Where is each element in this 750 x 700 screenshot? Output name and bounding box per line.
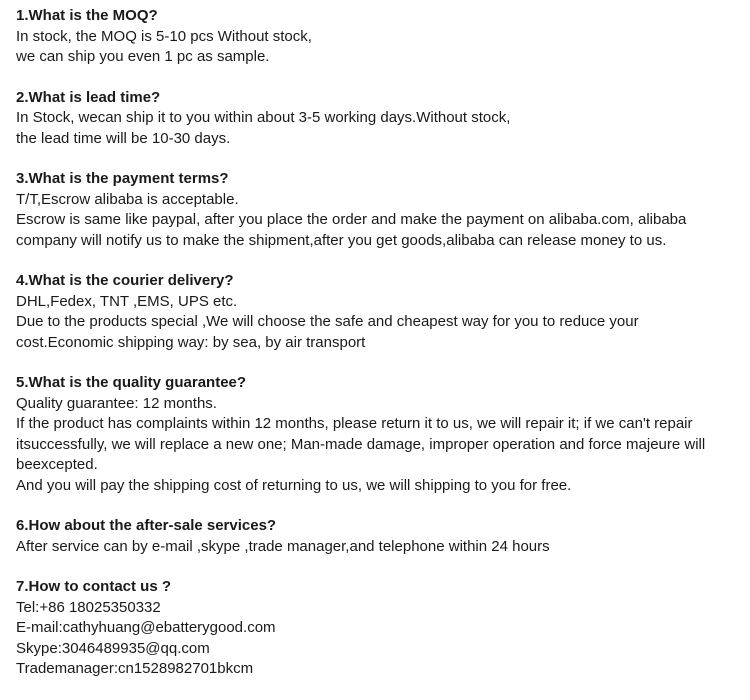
faq-answer-line: Due to the products special ,We will choose the safe and cheapest way for you to reduce your: [16, 313, 639, 330]
faq-item-courier-delivery: [16, 271, 746, 353]
faq-answer-line: company will notify us to make the shipment,after you get goods,alibaba can release money to us.: [16, 231, 667, 249]
faq-question: 2.What is lead time?: [16, 88, 161, 106]
faq-item-quality-guarantee: [16, 373, 746, 496]
faq-answer-line: cost.Economic shipping way: by sea, by air transport: [16, 333, 366, 351]
faq-question: 4.What is the courier delivery?: [16, 272, 234, 289]
faq-answer-line: itsuccessfully, we will replace a new one; Man-made damage, improper operation and force majeure will: [16, 435, 706, 453]
faq-question: 1.What is the MOQ?: [16, 7, 158, 24]
faq-answer-line: we can ship you even 1 pc as sample.: [16, 48, 270, 65]
faq-answer-line: After service can by e-mail ,skype ,trade manager,and telephone within 24 hours: [16, 537, 550, 555]
contact-tel: Tel:+86 18025350332: [16, 598, 161, 616]
faq-answer-line: In Stock, wecan ship it to you within about 3-5 working days.Without stock,: [16, 109, 511, 126]
faq-answer-line: DHL,Fedex, TNT ,EMS, UPS etc.: [16, 292, 238, 310]
faq-item-contact: [16, 577, 746, 680]
faq-item-after-sale: [16, 516, 746, 557]
faq-question: 6.How about the after-sale services?: [16, 517, 277, 534]
faq-answer-line: And you will pay the shipping cost of returning to us, we will shipping to you for free.: [16, 476, 572, 494]
faq-answer-line: T/T,Escrow alibaba is acceptable.: [16, 190, 239, 208]
faq-answer-line: Quality guarantee: 12 months.: [16, 394, 217, 412]
faq-question: 3.What is the payment terms?: [16, 170, 229, 187]
faq-answer-line: If the product has complaints within 12 months, please return it to us, we will repair it; if we can't repair: [16, 415, 693, 432]
faq-answer-line: Escrow is same like paypal, after you place the order and make the payment on alibaba.com, alibaba: [16, 211, 687, 228]
faq-list: [16, 6, 746, 700]
faq-item-payment-terms: [16, 169, 746, 251]
faq-question: 5.What is the quality guarantee?: [16, 374, 247, 391]
contact-trademanager: Trademanager:cn1528982701bkcm: [16, 660, 254, 677]
contact-email: E-mail:cathyhuang@ebatterygood.com: [16, 619, 276, 636]
faq-item-moq: [16, 6, 746, 68]
faq-question: 7.How to contact us ?: [16, 578, 172, 595]
faq-item-lead-time: [16, 88, 746, 150]
faq-answer-line: In stock, the MOQ is 5-10 pcs Without stock,: [16, 27, 312, 45]
faq-answer-line: the lead time will be 10-30 days.: [16, 129, 231, 147]
faq-answer-line: beexcepted.: [16, 456, 98, 473]
contact-skype: Skype:3046489935@qq.com: [16, 639, 210, 657]
